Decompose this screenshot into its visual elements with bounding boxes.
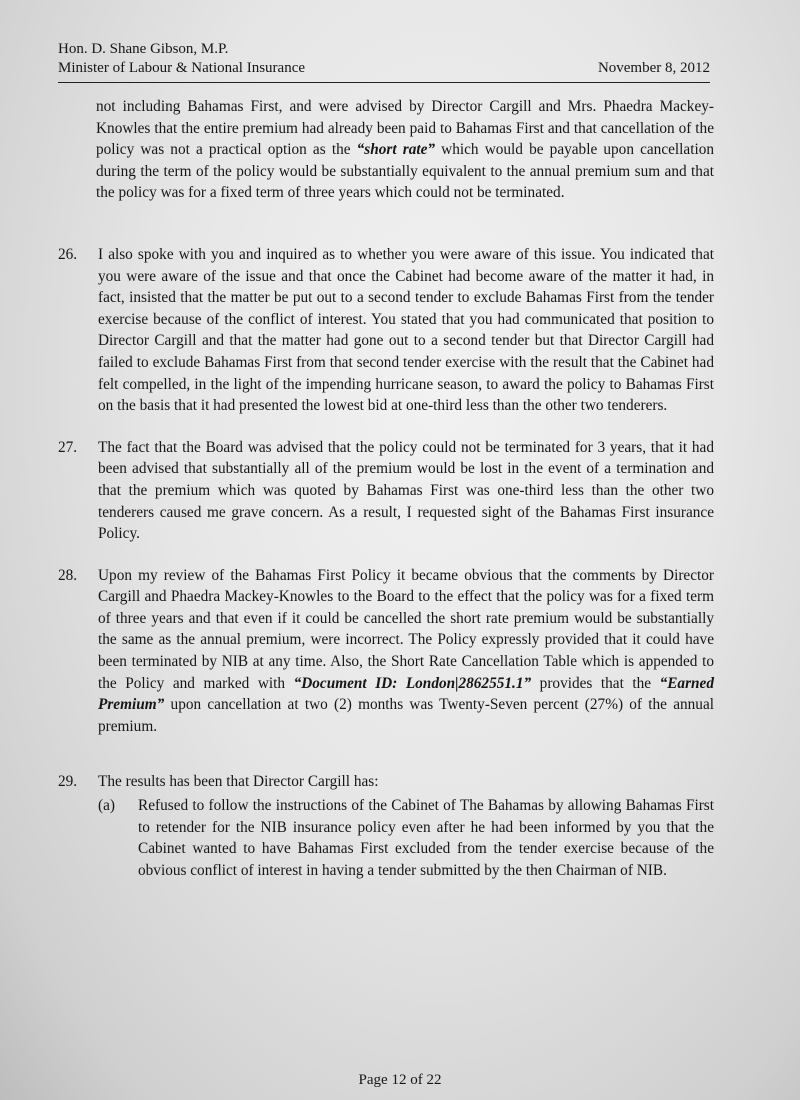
- paragraph-number: 28.: [58, 566, 78, 584]
- paragraph-text: The fact that the Board was advised that the policy could not be terminated for 3 years, that it had been advised that substantially all of the premium would be lost in the event of a termination and that the premium which was quoted by Bahamas First was one-third less than the other two tenderers caused me grave concern. As a result, I requested sight of the Bahamas First insurance Policy.: [98, 438, 714, 543]
- header-author: [58, 40, 305, 78]
- page-footer: [0, 1072, 800, 1089]
- author-name: Hon. D. Shane Gibson, M.P.: [58, 41, 229, 57]
- paragraph-number: 26.: [58, 245, 78, 263]
- author-title: Minister of Labour & National Insurance: [58, 60, 306, 76]
- continued-paragraph: [58, 96, 714, 204]
- continued-paragraph-text: not including Bahamas First, and were advised by Director Cargill and Mrs. Phaedra Mackey-Knowles that the entire premium had already been paid to Bahamas First and that cancellation of the policy was not a practical option as the “short rate” which would be payable upon cancellation during the term of the policy would be substantially equivalent to the annual premium sum and that the policy was for a fixed term of three years which could not be terminated.: [96, 98, 714, 202]
- sub-paragraph-a: [78, 795, 714, 881]
- paragraph-26: [58, 244, 714, 417]
- short-rate-term: “short rate”: [356, 141, 436, 159]
- paragraph-29: [58, 771, 714, 881]
- paragraph-27: [58, 437, 714, 545]
- paragraph-text: The results has been that Director Cargill has:: [98, 773, 379, 791]
- paragraph-text-part: upon cancellation at two (2) months was Twenty-Seven percent (27%) of the annual premium.: [98, 696, 714, 735]
- page-separator: of: [406, 1072, 427, 1088]
- document-body: [58, 96, 714, 881]
- current-page-number: 12: [391, 1072, 407, 1088]
- document-id-reference: “Document ID: London|2862551.1”: [293, 674, 532, 692]
- paragraph-text-part: provides that the: [531, 674, 660, 692]
- page-label: Page: [358, 1072, 392, 1088]
- paragraph-number: 27.: [58, 438, 78, 456]
- header-date: November 8, 2012: [597, 60, 710, 76]
- page-header: [58, 40, 710, 88]
- sub-paragraph-text: Refused to follow the instructions of the Cabinet of The Bahamas by allowing Bahamas First to retender for the NIB insurance policy even after he had been informed by you that the Cabinet wanted to have Bahamas First excluded from the tender exercise because of the obvious conflict of interest in having a tender submitted by the then Chairman of NIB.: [138, 797, 714, 879]
- total-pages: 22: [426, 1072, 442, 1088]
- header-divider: [58, 82, 710, 83]
- paragraph-number: 29.: [58, 773, 78, 791]
- sub-paragraph-label: (a): [98, 797, 115, 815]
- paragraph-text: I also spoke with you and inquired as to whether you were aware of this issue. You indicated that you were aware of the issue and that once the Cabinet had become aware of the matter it had, in fact, insisted that the matter be put out to a second tender to exclude Bahamas First from the tender exercise because of the conflict of interest. You stated that you had communicated that position to Director Cargill and that the matter had gone out to a second tender but that Director Cargill had failed to exclude Bahamas First from that second tender exercise with the result that the Cabinet had felt compelled, in the light of the impending hurricane season, to award the policy to Bahamas First on the basis that it had presented the lowest bid at one-third less than the other two tenderers.: [98, 245, 714, 415]
- earned-premium-term: “Earned Premium”: [98, 674, 714, 714]
- paragraph-28: [58, 565, 714, 738]
- paragraph-text-part: Upon my review of the Bahamas First Policy it became obvious that the comments by Director Cargill and Phaedra Mackey-Knowles to the Board to the effect that the policy was for a fixed term of three years and that even if it could be cancelled the short rate premium would be substantially the same as the annual premium, were incorrect. The Policy expressly provided that it could have been terminated by NIB at any time. Also, the Short Rate Cancellation Table which is appended to the Policy and marked with: [98, 566, 714, 692]
- paragraph-text: [78, 565, 714, 738]
